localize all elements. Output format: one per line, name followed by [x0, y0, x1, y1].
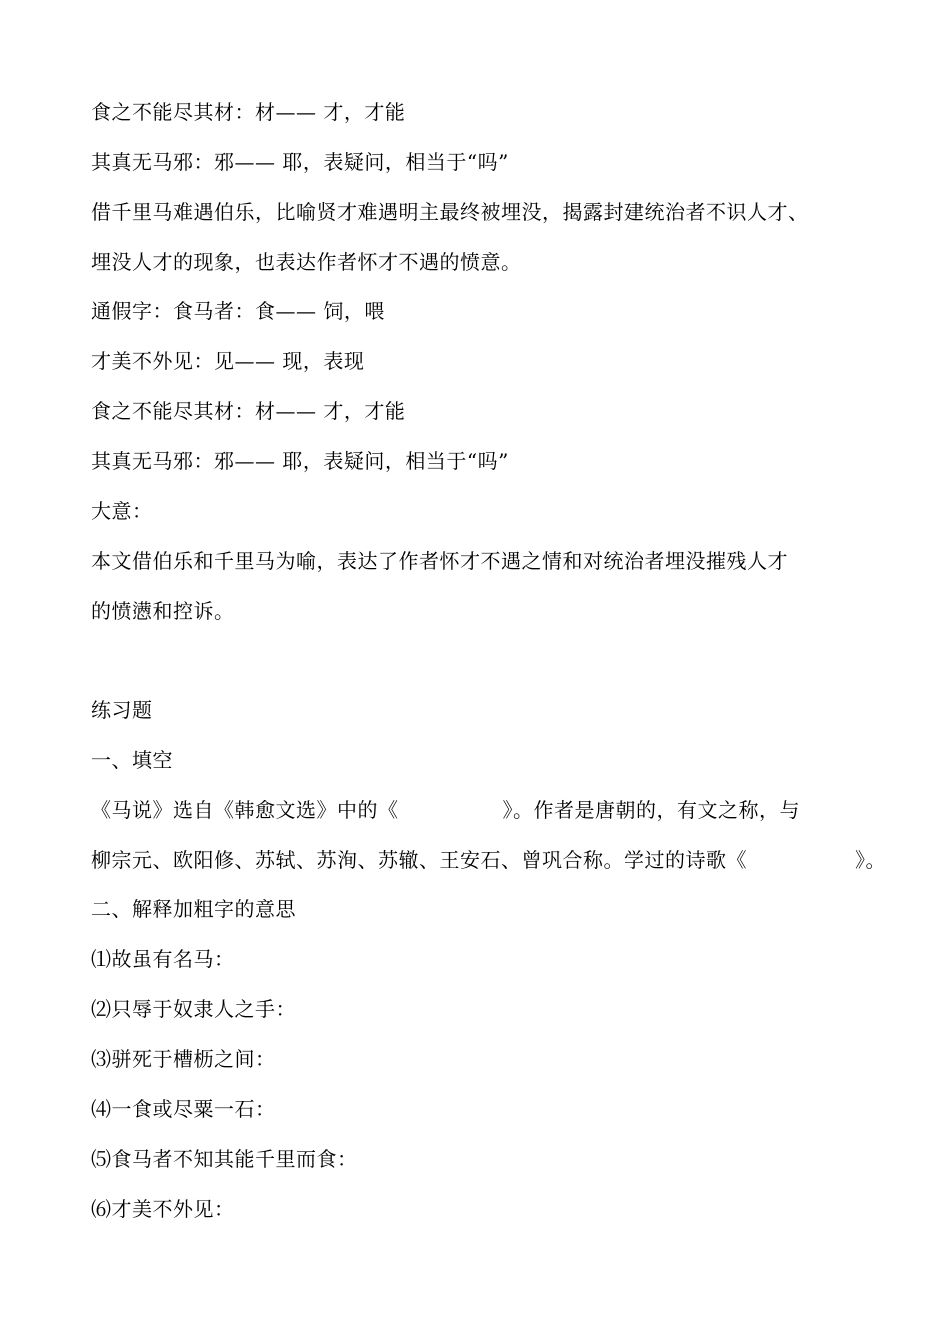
fill-blank-line-2 [91, 847, 886, 873]
exercise-item: ⑸食马者不知其能千里而食： [91, 1147, 358, 1171]
fill-text: 》。 [855, 848, 886, 872]
exercise-item: ⑹才美不外见： [91, 1197, 235, 1221]
text-line: 借千里马难遇伯乐，比喻贤才难遇明主最终被埋没，揭露封建统治者不识人才、 [91, 200, 809, 224]
summary-text: 本文借伯乐和千里马为喻，表达了作者怀才不遇之情和对统治者埋没摧残人才 [91, 549, 788, 573]
exercise-heading: 练习题 [91, 698, 153, 722]
text-line: 其真无马邪：邪—— 耶，表疑问，相当于“吗” [91, 449, 509, 473]
exercise-item: ⑷一食或尽粟一石： [91, 1097, 276, 1121]
exercise-item: ⑶骈死于槽枥之间： [91, 1047, 276, 1071]
text-line: 食之不能尽其材：材—— 才，才能 [91, 399, 406, 423]
section-title-fill-blank: 一、填空 [91, 748, 173, 772]
text-line: 其真无马邪：邪—— 耶，表疑问，相当于“吗” [91, 150, 509, 174]
fill-blank-line-1 [91, 797, 871, 823]
fill-text: 柳宗元、欧阳修、苏轼、苏洵、苏辙、王安石、曾巩合称。学过的诗歌《 [91, 848, 747, 872]
section-title-explain: 二、解释加粗字的意思 [91, 897, 296, 921]
text-line: 通假字：食马者：食—— 饲，喂 [91, 299, 385, 323]
text-line: 食之不能尽其材：材—— 才，才能 [91, 100, 406, 124]
summary-text: 的愤懑和控诉。 [91, 599, 235, 623]
text-line: 才美不外见：见—— 现，表现 [91, 349, 365, 373]
fill-text: 《马说》选自《韩愈文选》中的《 [91, 798, 399, 822]
text-line: 埋没人才的现象，也表达作者怀才不遇的愤意。 [91, 250, 522, 274]
exercise-item: ⑴故虽有名马： [91, 947, 235, 971]
fill-text: 》。作者是唐朝的，有文之称，与 [502, 798, 800, 822]
summary-heading: 大意： [91, 499, 153, 523]
exercise-item: ⑵只辱于奴隶人之手： [91, 997, 296, 1021]
